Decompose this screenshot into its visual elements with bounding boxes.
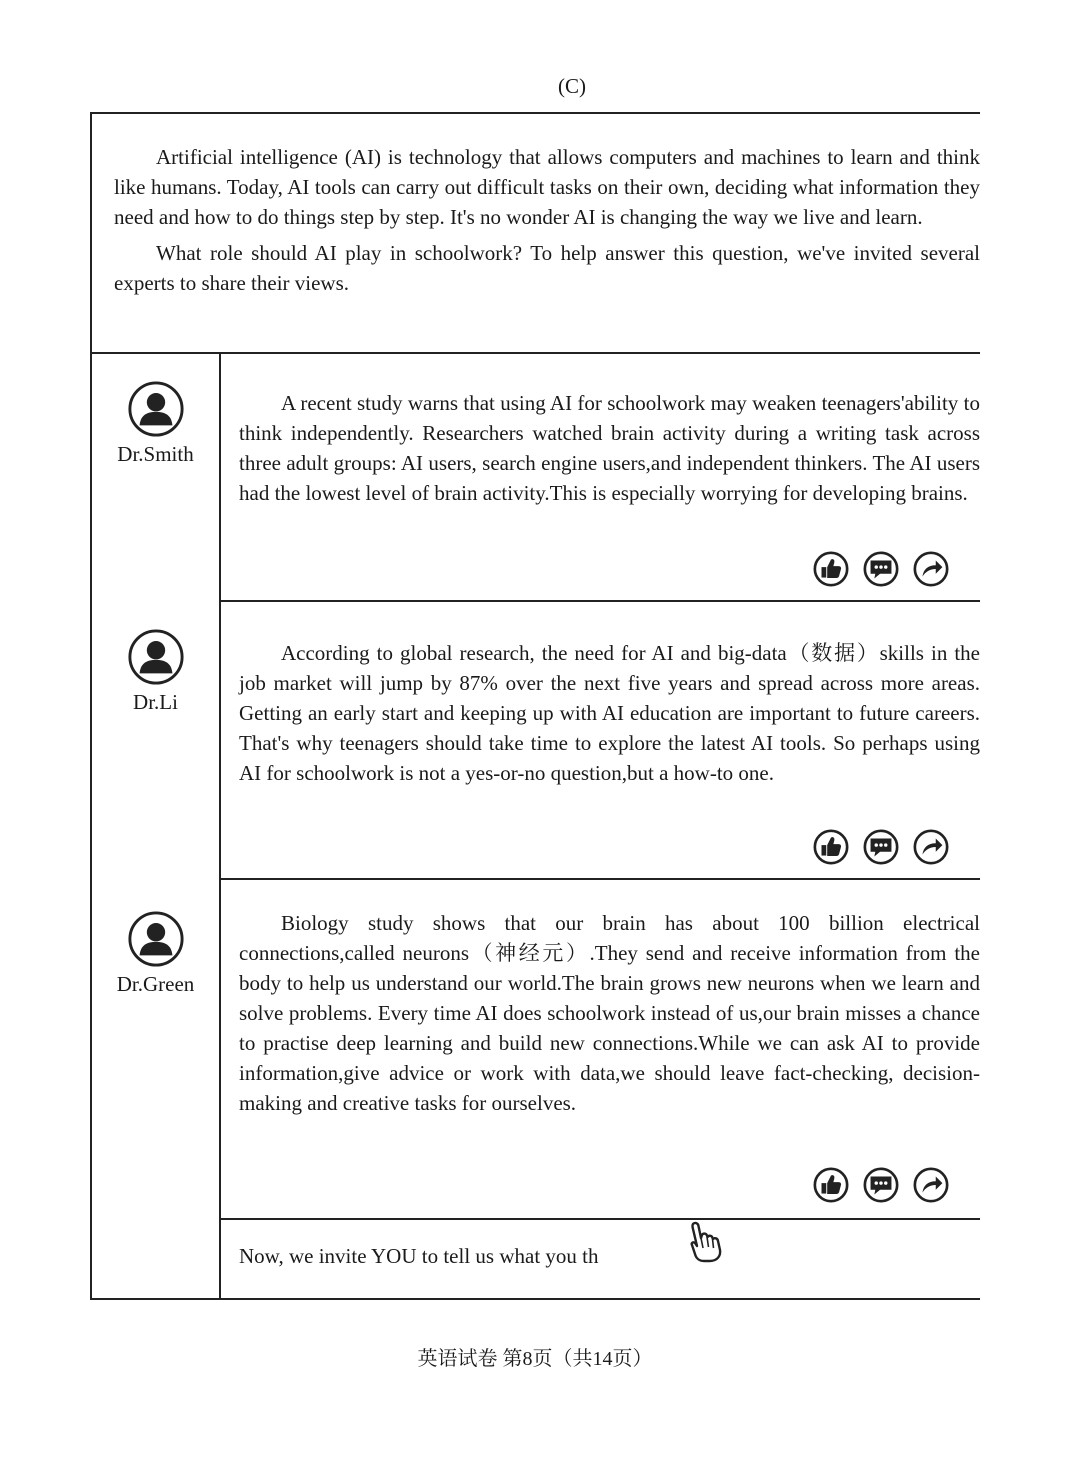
- expert-name: Dr.Green: [116, 972, 195, 996]
- expert-post-li: [221, 602, 980, 880]
- comment-icon[interactable]: [862, 828, 900, 866]
- post-actions: [812, 550, 950, 588]
- intro-paragraph: What role should AI play in schoolwork? To help answer this question, we've invited several experts to share their views.: [114, 241, 980, 295]
- expert-name: Dr.Smith: [117, 442, 194, 466]
- user-avatar-icon: [127, 628, 185, 686]
- comment-icon[interactable]: [862, 1166, 900, 1204]
- expert-post-smith: [221, 354, 980, 602]
- page-footer: 英语试卷 第8页（共14页）: [417, 1348, 653, 1370]
- invite-text: Now, we invite YOU to tell us what you th: [239, 1244, 599, 1268]
- expert-name: Dr.Li: [133, 690, 178, 714]
- post-text: A recent study warns that using AI for schoolwork may weaken teenagers'ability to think independently. Researchers watched brain activity during a writing task across three adult groups: AI users, search engine users,and independent thinkers. The AI users had the lowest level of brain activity.This is especially worrying for developing brains.: [239, 391, 980, 505]
- share-icon[interactable]: [912, 1166, 950, 1204]
- invite-reply[interactable]: [239, 1244, 598, 1269]
- thumbs-up-icon[interactable]: [812, 828, 850, 866]
- post-text: Biology study shows that our brain has about 100 billion electrical connections,called neurons（神经元）.They send and receive information from the body to help us understand our world.The brain grows new neurons when we learn and solve problems. Every time AI does schoolwork instead of us,our brain misses a chance to practise deep learning and build new connections.While we can ask AI to provide information,give advice or work with data,we should leave fact-checking, decision-making and creative tasks for ourselves.: [239, 911, 980, 1115]
- intro-block: [92, 114, 980, 354]
- post-actions: [812, 1166, 950, 1204]
- expert-profile-smith[interactable]: [92, 380, 219, 467]
- thumbs-up-icon[interactable]: [812, 1166, 850, 1204]
- post-actions: [812, 828, 950, 866]
- intro-paragraph: Artificial intelligence (AI) is technology that allows computers and machines to learn and think like humans. Today, AI tools can carry out difficult tasks on their own, deciding what information they need and how to do things step by step. It's no wonder AI is changing the way we live and learn.: [114, 145, 980, 229]
- expert-profile-li[interactable]: [92, 628, 219, 715]
- user-avatar-icon: [127, 910, 185, 968]
- share-icon[interactable]: [912, 828, 950, 866]
- share-icon[interactable]: [912, 550, 950, 588]
- pointing-hand-icon: [685, 1218, 731, 1264]
- expert-post-green: [221, 880, 980, 1220]
- user-avatar-icon: [127, 380, 185, 438]
- post-text: According to global research, the need for AI and big-data（数据）skills in the job market will jump by 87% over the next five years and spread across more areas. Getting an early start and keeping up with AI education are important to future careers. That's why teenagers should take time to explore the latest AI tools. So perhaps using AI for schoolwork is not a yes-or-no question,but a how-to one.: [239, 641, 980, 785]
- expert-sidebar: [92, 354, 221, 1300]
- expert-profile-green[interactable]: [92, 910, 219, 997]
- article-frame: [90, 112, 980, 1300]
- section-label: (C): [558, 74, 586, 98]
- comment-icon[interactable]: [862, 550, 900, 588]
- thumbs-up-icon[interactable]: [812, 550, 850, 588]
